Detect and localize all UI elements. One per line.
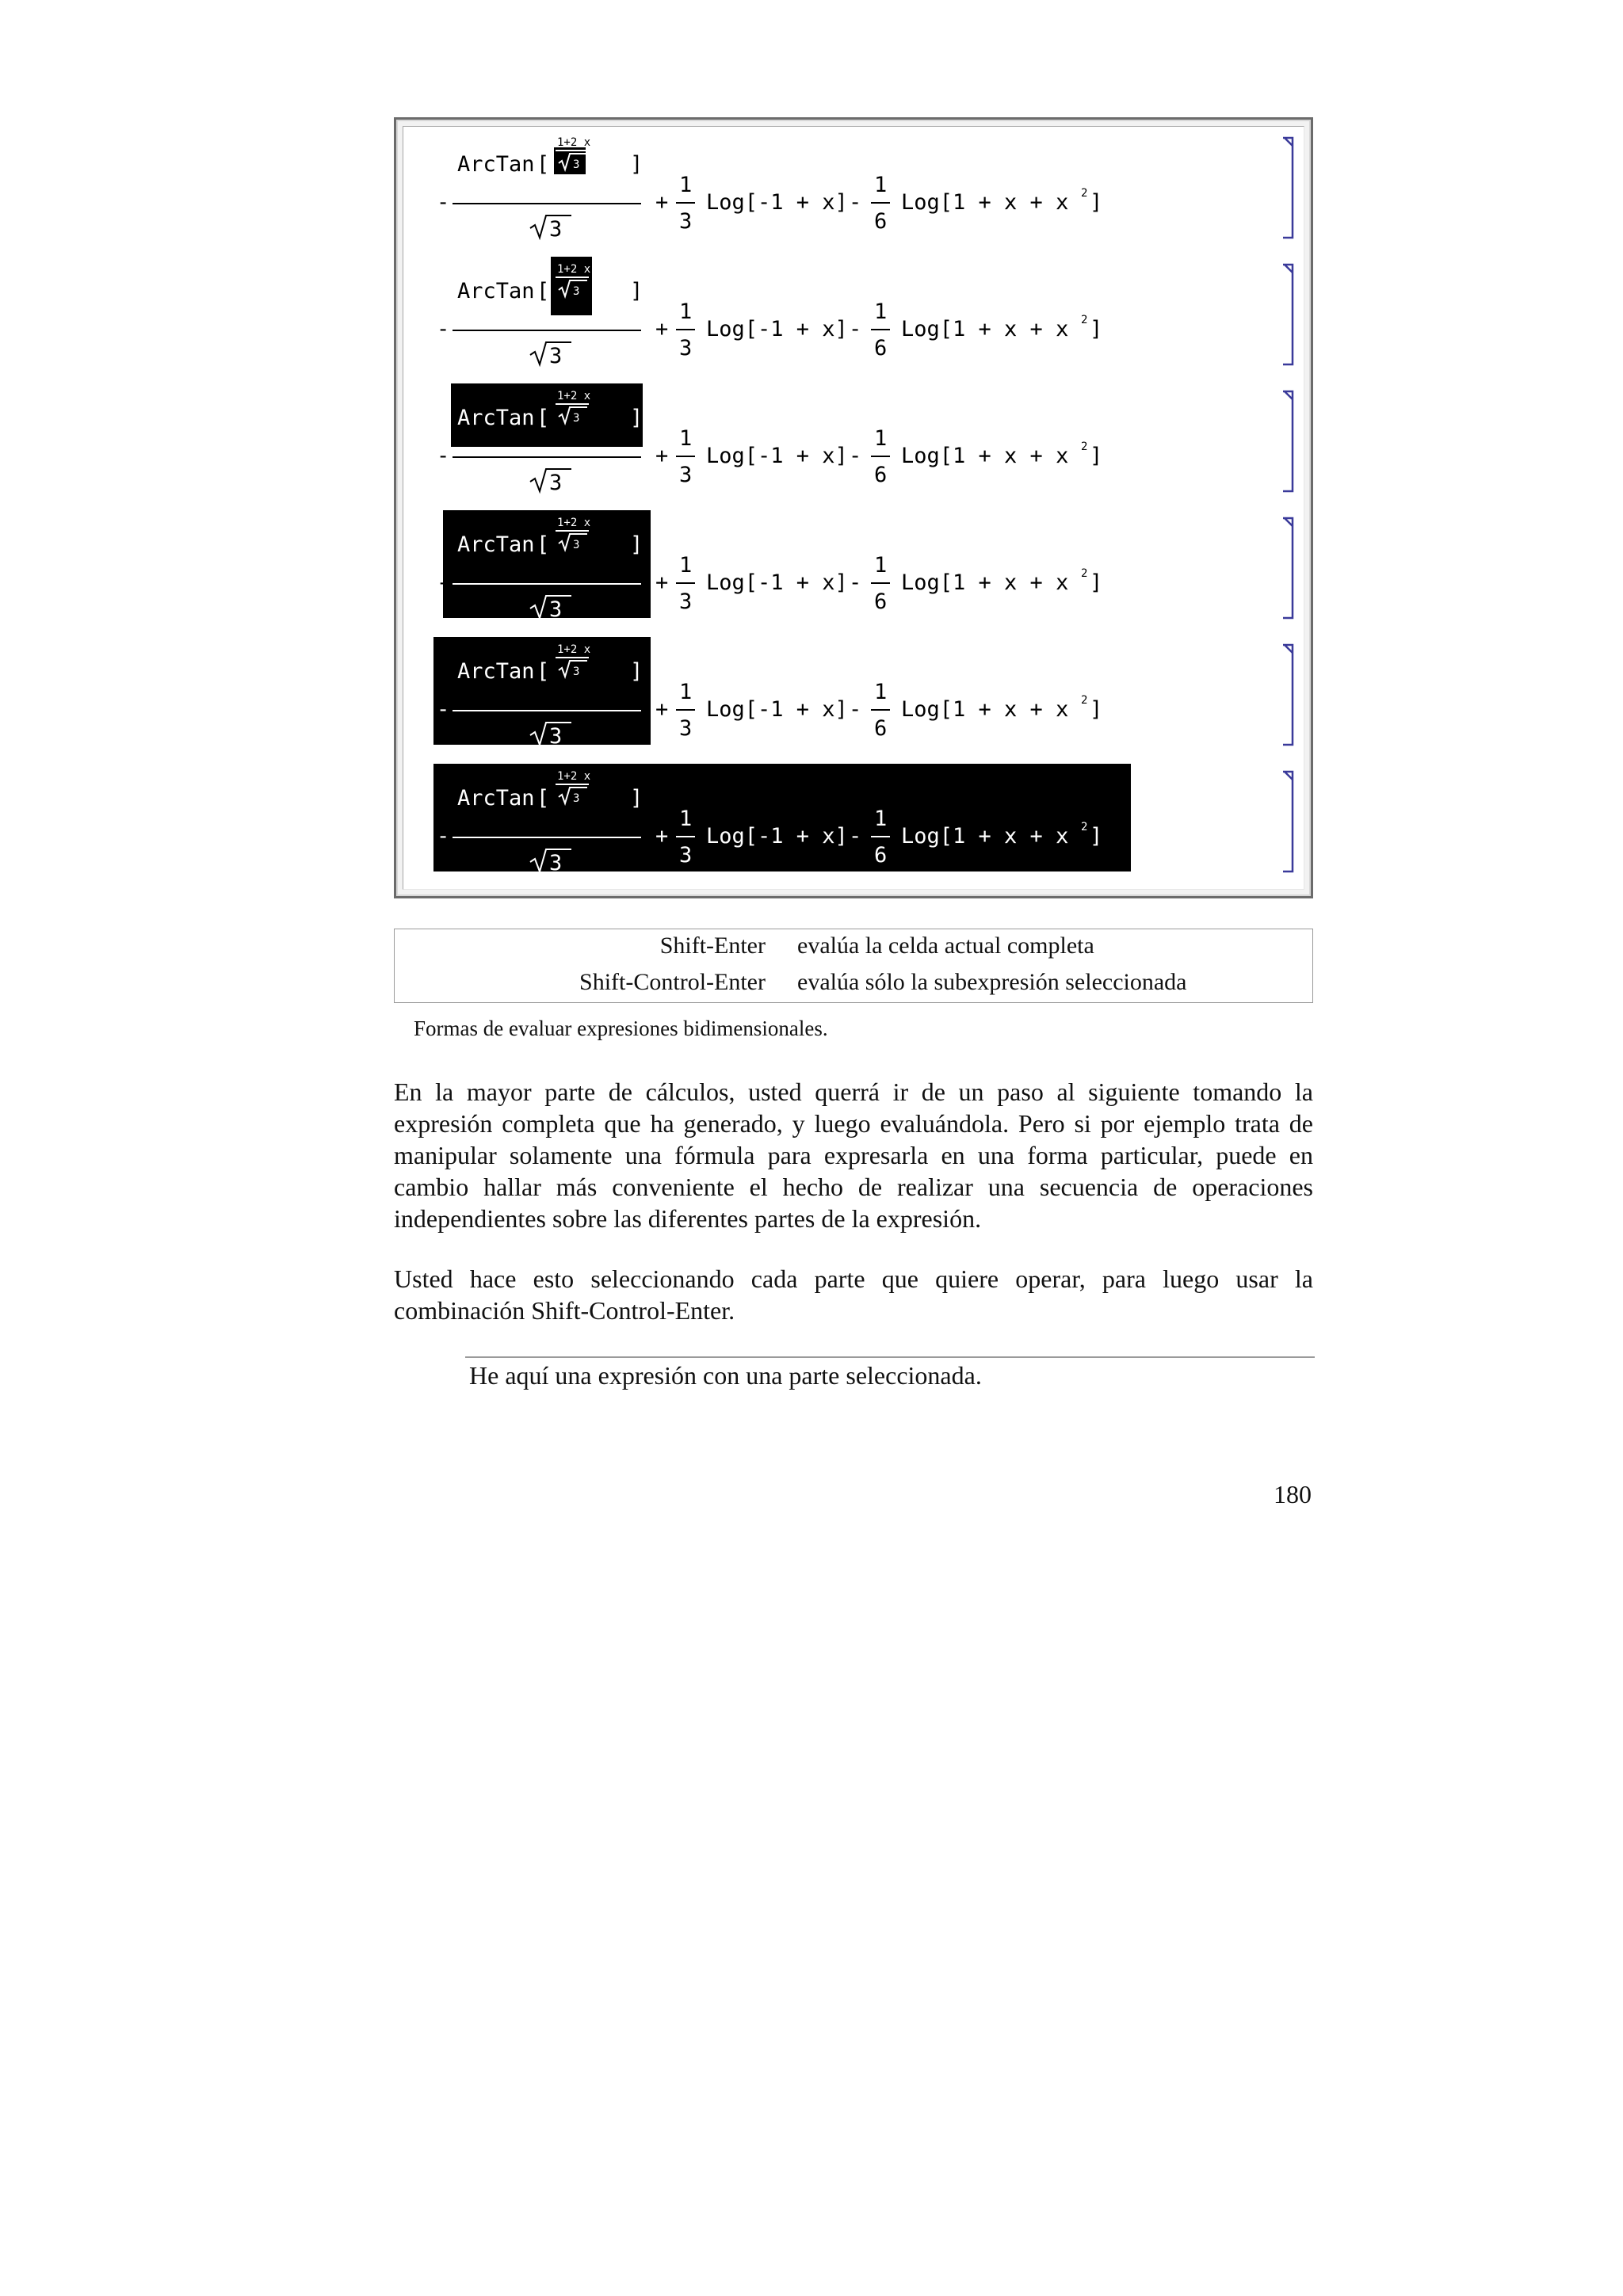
expression-row[interactable] — [403, 634, 1304, 753]
log-term: Log[1 + x + x — [901, 570, 1069, 595]
expression-svg — [403, 507, 1307, 626]
cell-bracket-marker — [1285, 645, 1293, 653]
plus-sign: + — [655, 317, 669, 341]
table-row — [395, 966, 1312, 1002]
inner-sqrt-value: 3 — [573, 666, 580, 678]
minus-sign: - — [849, 444, 862, 468]
table-caption: Formas de evaluar expresiones bidimensionales. — [414, 1016, 828, 1040]
table-row — [395, 929, 1312, 966]
expression-svg — [403, 380, 1307, 499]
fraction-numerator: 1 — [874, 426, 888, 451]
plus-sign: + — [655, 570, 669, 595]
fraction-denominator: 3 — [679, 209, 693, 234]
log-term: Log[-1 + x] — [706, 190, 848, 215]
right-bracket: ] — [630, 786, 643, 810]
key-table — [394, 929, 1313, 1003]
fraction-denominator: 6 — [874, 336, 888, 360]
right-bracket: ] — [1090, 190, 1103, 215]
fraction-denominator: 3 — [679, 589, 693, 614]
outer-sqrt-value: 3 — [549, 597, 563, 622]
expression-row[interactable] — [403, 127, 1304, 246]
fraction-numerator: 1 — [874, 807, 888, 831]
fraction-denominator: 6 — [874, 463, 888, 487]
body-paragraph: Usted hace esto seleccionando cada parte que quiere operar, para luego usar la combinación Shift-Control-Enter. — [394, 1264, 1313, 1325]
arctan-function: ArcTan — [457, 279, 535, 303]
plus-sign: + — [655, 824, 669, 849]
cell-bracket[interactable] — [1283, 265, 1293, 364]
left-bracket: [ — [537, 659, 550, 684]
fraction-denominator: 3 — [679, 716, 693, 741]
minus-sign: - — [437, 824, 450, 849]
log-term: Log[-1 + x] — [706, 317, 848, 341]
fraction-denominator: 3 — [679, 336, 693, 360]
exponent: 2 — [1081, 187, 1088, 200]
cell-bracket[interactable] — [1283, 645, 1293, 745]
log-term: Log[-1 + x] — [706, 570, 848, 595]
fraction-numerator: 1 — [679, 553, 693, 578]
inner-numerator: 1+2 x — [557, 643, 591, 656]
expression-svg — [403, 127, 1307, 246]
fraction-numerator: 1 — [874, 173, 888, 197]
plus-sign: + — [655, 697, 669, 722]
fraction-numerator: 1 — [679, 299, 693, 324]
cell-bracket-marker — [1285, 265, 1293, 273]
inner-sqrt-value: 3 — [573, 539, 580, 551]
log-term: Log[-1 + x] — [706, 824, 848, 849]
log-term: Log[1 + x + x — [901, 190, 1069, 215]
fraction-numerator: 1 — [874, 680, 888, 704]
log-term: Log[-1 + x] — [706, 444, 848, 468]
selection-highlight — [433, 764, 1131, 871]
fraction-numerator: 1 — [874, 553, 888, 578]
fraction-numerator: 1 — [679, 426, 693, 451]
fraction-denominator: 6 — [874, 716, 888, 741]
log-term: Log[-1 + x] — [706, 697, 848, 722]
exponent: 2 — [1081, 314, 1088, 326]
arctan-function: ArcTan — [457, 406, 535, 430]
selection-highlight — [433, 637, 651, 745]
inner-sqrt-value: 3 — [573, 158, 580, 171]
left-bracket: [ — [537, 786, 550, 810]
fraction-denominator: 3 — [679, 843, 693, 868]
inner-sqrt-value: 3 — [573, 412, 580, 425]
inner-numerator: 1+2 x — [557, 517, 591, 529]
log-term: Log[1 + x + x — [901, 317, 1069, 341]
outer-sqrt-value: 3 — [549, 217, 563, 242]
page-number: 180 — [1274, 1480, 1312, 1508]
minus-sign: - — [437, 317, 450, 341]
right-bracket: ] — [1090, 824, 1103, 849]
inner-sqrt-value: 3 — [573, 285, 580, 298]
arctan-function: ArcTan — [457, 532, 535, 557]
key-label: Shift-Control-Enter — [579, 969, 766, 995]
expression-row[interactable] — [403, 761, 1304, 879]
outer-sqrt-value: 3 — [549, 851, 563, 875]
cell-bracket[interactable] — [1283, 518, 1293, 618]
log-term: Log[1 + x + x — [901, 697, 1069, 722]
fraction-denominator: 6 — [874, 209, 888, 234]
exponent: 2 — [1081, 567, 1088, 580]
right-bracket: ] — [630, 406, 643, 430]
cell-bracket[interactable] — [1283, 772, 1293, 871]
minus-sign: - — [849, 190, 862, 215]
section-divider — [465, 1356, 1315, 1358]
plus-sign: + — [655, 444, 669, 468]
right-bracket: ] — [1090, 317, 1103, 341]
cell-bracket[interactable] — [1283, 391, 1293, 491]
inner-numerator: 1+2 x — [557, 390, 591, 402]
inner-numerator: 1+2 x — [557, 263, 591, 276]
arctan-function: ArcTan — [457, 786, 535, 810]
minus-sign: - — [437, 697, 450, 722]
exponent: 2 — [1081, 694, 1088, 707]
fraction-denominator: 3 — [679, 463, 693, 487]
right-bracket: ] — [630, 532, 643, 557]
expression-svg — [403, 254, 1307, 372]
body-paragraph: En la mayor parte de cálculos, usted querrá ir de un paso al siguiente tomando la expresión completa que ha generado, y luego evaluándola. Pero si por ejemplo trata de manipular solamente una fórmula para expresarla en una forma particular, puede en cambio hallar más conveniente el hecho de realizar una secuencia de operaciones independientes sobre las diferentes partes de la expresión. — [394, 1077, 1313, 1233]
left-bracket: [ — [537, 152, 550, 177]
expression — [437, 136, 1102, 242]
cell-bracket-marker — [1285, 138, 1293, 146]
left-bracket: [ — [537, 406, 550, 430]
fraction-numerator: 1 — [679, 680, 693, 704]
minus-sign: - — [849, 570, 862, 595]
expression-svg — [403, 761, 1307, 879]
key-description: evalúa la celda actual completa — [797, 933, 1094, 959]
inner-numerator: 1+2 x — [557, 136, 591, 149]
minus-sign: - — [437, 190, 450, 215]
right-bracket: ] — [1090, 444, 1103, 468]
expression — [437, 263, 1102, 368]
cell-bracket-marker — [1285, 518, 1293, 526]
right-bracket: ] — [1090, 697, 1103, 722]
expression-svg — [403, 634, 1307, 753]
minus-sign: - — [437, 570, 450, 595]
right-bracket: ] — [630, 659, 643, 684]
fraction-numerator: 1 — [679, 807, 693, 831]
notebook-window — [403, 126, 1304, 890]
left-bracket: [ — [537, 279, 550, 303]
minus-sign: - — [849, 697, 862, 722]
exponent: 2 — [1081, 441, 1088, 453]
outer-sqrt-value: 3 — [549, 471, 563, 495]
outer-sqrt-value: 3 — [549, 724, 563, 749]
fraction-numerator: 1 — [874, 299, 888, 324]
key-label: Shift-Enter — [659, 933, 766, 959]
expression-row[interactable] — [403, 507, 1304, 626]
right-bracket: ] — [1090, 570, 1103, 595]
selection-highlight — [443, 510, 651, 618]
right-bracket: ] — [630, 152, 643, 177]
key-description: evalúa sólo la subexpresión seleccionada — [797, 969, 1187, 995]
inner-sqrt-value: 3 — [573, 792, 580, 805]
minus-sign: - — [849, 317, 862, 341]
left-bracket: [ — [537, 532, 550, 557]
cell-bracket[interactable] — [1283, 138, 1293, 238]
subsection-text: He aquí una expresión con una parte seleccionada. — [469, 1361, 982, 1390]
cell-bracket-marker — [1285, 391, 1293, 399]
expression-row[interactable] — [403, 380, 1304, 499]
notebook-screenshot — [394, 117, 1313, 898]
fraction-denominator: 6 — [874, 843, 888, 868]
expression-row[interactable] — [403, 254, 1304, 372]
minus-sign: - — [437, 444, 450, 468]
fraction-numerator: 1 — [679, 173, 693, 197]
right-bracket: ] — [630, 279, 643, 303]
log-term: Log[1 + x + x — [901, 444, 1069, 468]
cell-bracket-marker — [1285, 772, 1293, 780]
fraction-denominator: 6 — [874, 589, 888, 614]
inner-numerator: 1+2 x — [557, 770, 591, 783]
minus-sign: - — [849, 824, 862, 849]
arctan-function: ArcTan — [457, 152, 535, 177]
log-term: Log[1 + x + x — [901, 824, 1069, 849]
exponent: 2 — [1081, 821, 1088, 833]
arctan-function: ArcTan — [457, 659, 535, 684]
plus-sign: + — [655, 190, 669, 215]
selection-highlight — [554, 147, 586, 174]
outer-sqrt-value: 3 — [549, 344, 563, 368]
